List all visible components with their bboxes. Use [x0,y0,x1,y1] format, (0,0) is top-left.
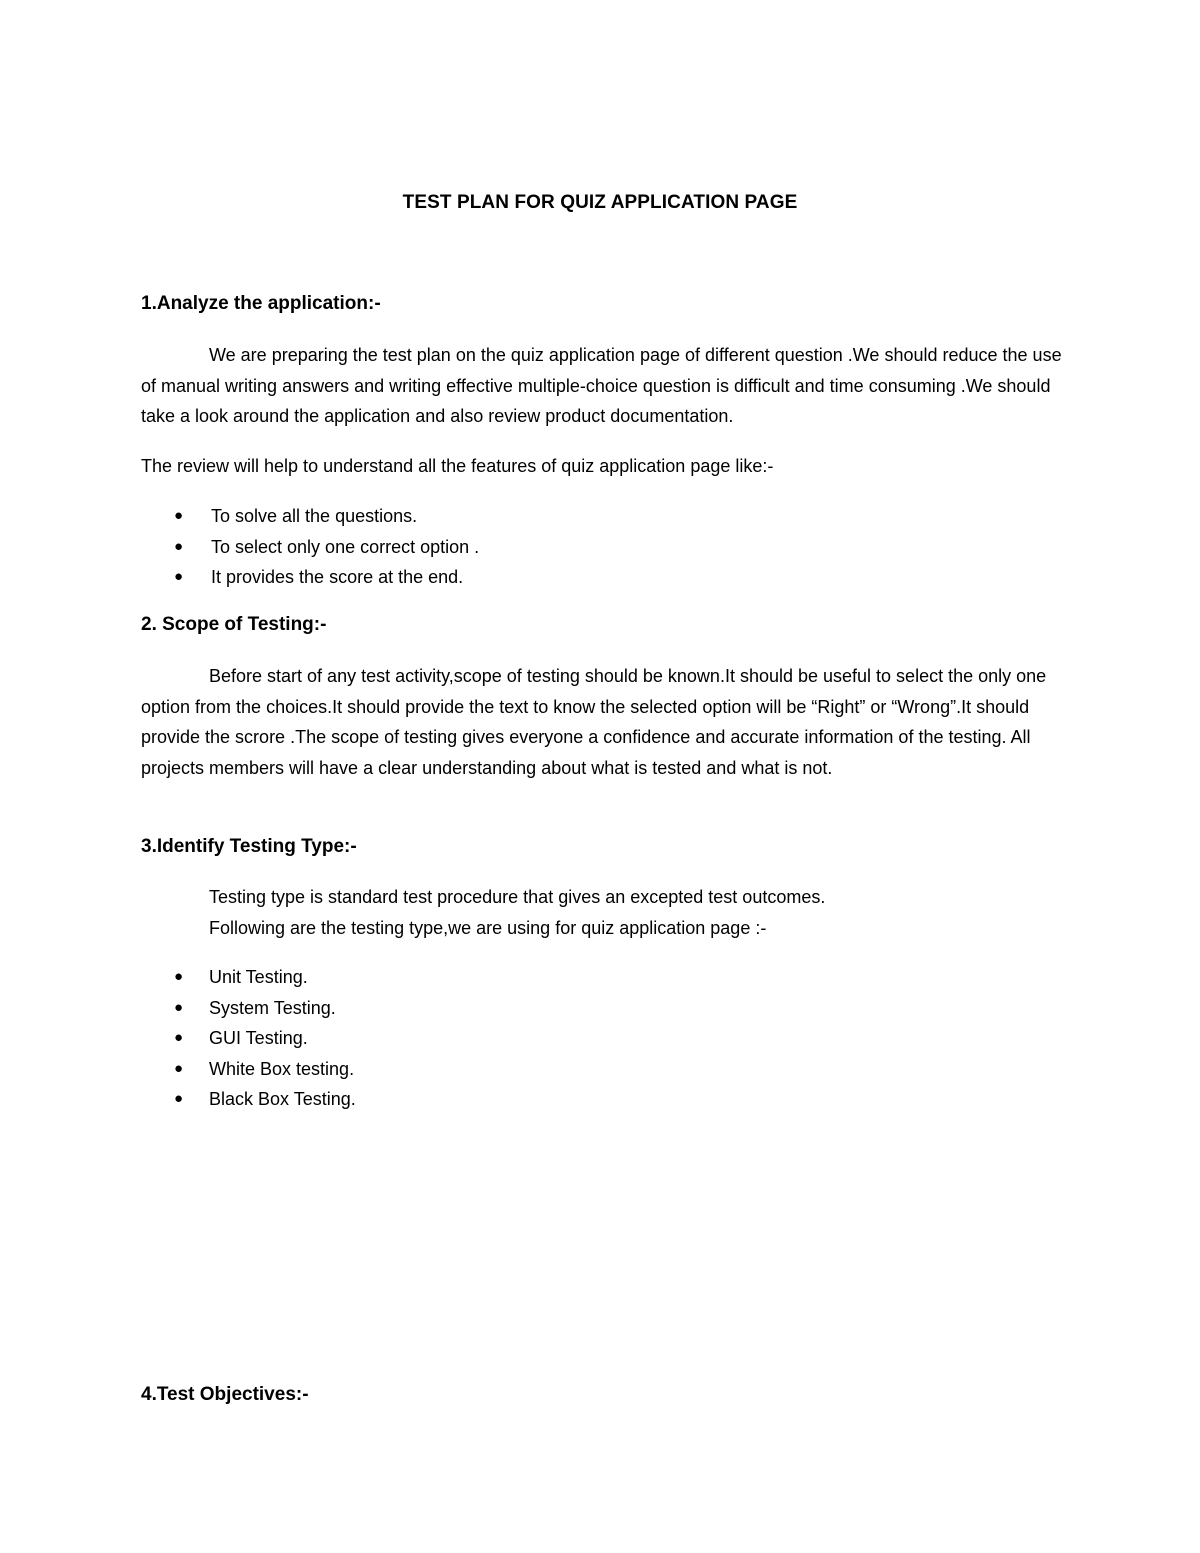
section-2-heading: 2. Scope of Testing:- [141,614,327,635]
section-3-line-1: Testing type is standard test procedure that gives an excepted test outcomes. [209,887,826,907]
bullet-icon: ● [174,537,184,555]
document-title: TEST PLAN FOR QUIZ APPLICATION PAGE [402,192,798,213]
list-item-text: It provides the score at the end. [211,567,464,587]
list-item-text: Unit Testing. [209,967,308,987]
list-item-text: To select only one correct option . [211,536,480,557]
bullet-icon: ● [174,568,184,585]
section-4-heading: 4.Test Objectives:- [141,1384,309,1405]
section-2-paragraph: Before start of any test activity,scope of testing should be known.It should be useful to select the only one option from the choices.It should provide the text to know the selected option will be “Right” or “Wrong”.It should provide the scrore .The scope of testing gives everyone a confidence and accurate information of the testing. All projects members will have a clear understanding about what is tested and what is not. [141,666,1047,778]
list-item-text: GUI Testing. [209,1028,308,1048]
bullet-icon: ● [174,1059,184,1077]
list-item-text: Black Box Testing. [209,1089,356,1109]
section-3-intro [209,882,825,943]
list-item-text: White Box testing. [209,1058,355,1079]
bullet-icon: ● [174,968,184,985]
bullet-icon: ● [174,998,184,1016]
list-item-text: To solve all the questions. [211,506,418,526]
bullet-icon: ● [174,1090,184,1107]
section-3-line-2: Following are the testing type,we are using for quiz application page :- [209,917,767,938]
list-item-text: System Testing. [209,997,336,1018]
section-1-paragraph: We are preparing the test plan on the quiz application page of different question .We should reduce the use of manual writing answers and writing effective multiple-choice question is difficult and time consuming .We should take a look around the application and also review product documentation. [141,345,1062,426]
section-1-heading: 1.Analyze the application:- [141,293,381,314]
bullet-icon: ● [174,1029,184,1046]
section-1-intro: The review will help to understand all the features of quiz application page like:- [141,456,774,476]
section-3-heading: 3.Identify Testing Type:- [141,836,357,857]
bullet-icon: ● [174,507,184,524]
